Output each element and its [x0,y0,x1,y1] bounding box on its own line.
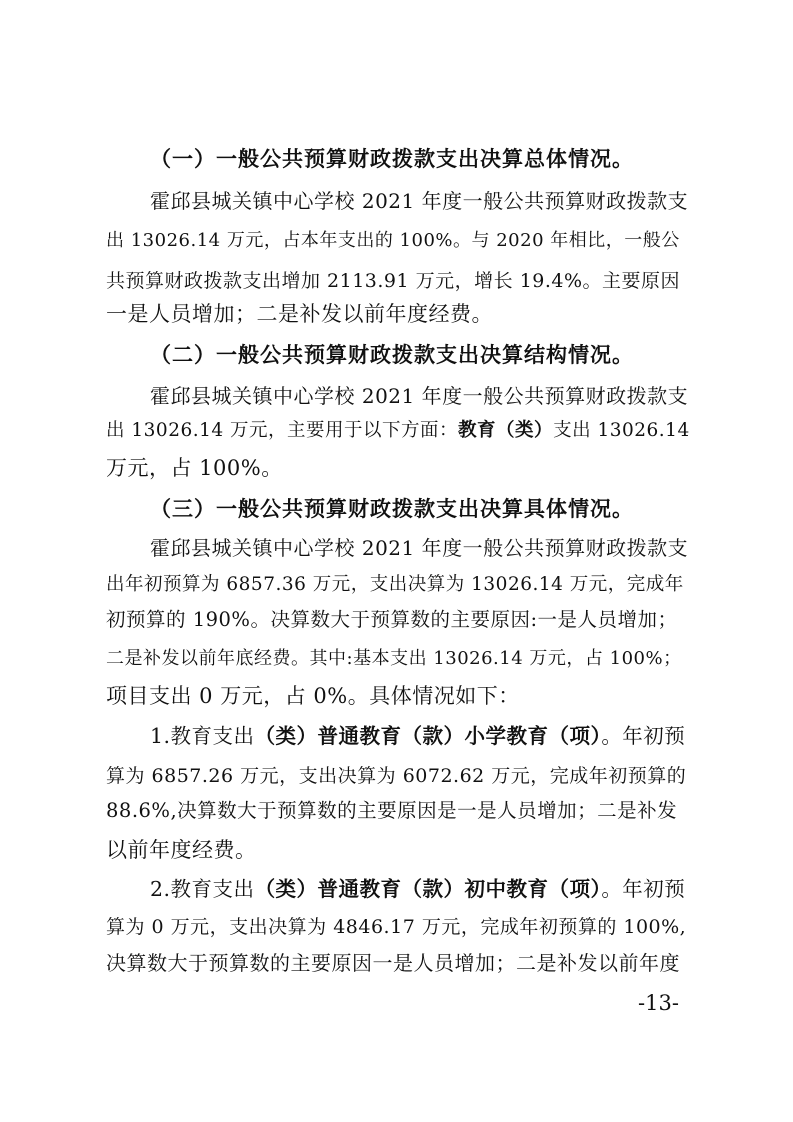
section1-heading: （一）一般公共预算财政拨款支出决算总体情况。 [150,146,634,171]
item1-line-4: 以前年度经费。 [106,838,257,862]
section3-line-2: 出年初预算为 6857.36 万元，支出决算为 13026.14 万元，完成年 [106,574,684,595]
section2-line-1: 霍邱县城关镇中心学校 2021 年度一般公共预算财政拨款支 [150,384,689,408]
section2-line-2-text-a: 出 13026.14 万元，主要用于以下方面： [106,420,459,441]
page-number: -13- [638,991,679,1015]
item2-line-2: 算为 0 万元，支出决算为 4846.17 万元，完成年初预算的 100%, [106,916,687,938]
section1-line-4: 一是人员增加；二是补发以前年度经费。 [106,302,493,326]
item1-line-2: 算为 6857.26 万元，支出决算为 6072.62 万元，完成年初预算的 [106,765,687,787]
section3-heading: （三）一般公共预算财政拨款支出决算具体情况。 [150,496,634,521]
item2-prefix: 2.教育支出 [150,877,255,901]
section2-line-2-category: 教育（类） [458,420,554,441]
item1-suffix: 。年初预 [601,724,686,748]
item1-line-1 [150,723,685,749]
item1-prefix: 1.教育支出 [150,724,255,748]
section2-line-2 [106,418,690,444]
section3-line-5: 项目支出 0 万元，占 0%。具体情况如下： [106,684,520,708]
section1-line-3: 共预算财政拨款支出增加 2113.91 万元，增长 19.4%。主要原因 [106,270,681,292]
item2-suffix: 。年初预 [601,877,686,901]
section3-line-1: 霍邱县城关镇中心学校 2021 年度一般公共预算财政拨款支 [150,536,689,560]
section3-line-3: 初预算的 190%。决算数大于预算数的主要原因:一是人员增加； [106,608,678,631]
section2-line-3: 万元，占 100%。 [106,456,283,480]
item2-category: （类）普通教育（款）初中教育（项） [254,877,602,901]
item2-line-3: 决算数大于预算数的主要原因一是人员增加；二是补发以前年度 [106,951,680,975]
item2-line-1 [150,876,685,902]
section1-line-2: 出 13026.14 万元，占本年支出的 100%。与 2020 年相比，一般公 [106,230,680,251]
item1-category: （类）普通教育（款）小学教育（项） [254,724,602,748]
section2-heading: （二）一般公共预算财政拨款支出决算结构情况。 [150,342,634,367]
section1-line-1: 霍邱县城关镇中心学校 2021 年度一般公共预算财政拨款支 [150,189,689,213]
section2-line-2-text-c: 支出 13026.14 [553,420,690,441]
item1-line-3: 88.6%,决算数大于预算数的主要原因是一是人员增加；二是补发 [106,799,678,822]
section3-line-4: 二是补发以前年底经费。其中:基本支出 13026.14 万元，占 100%； [106,648,682,669]
